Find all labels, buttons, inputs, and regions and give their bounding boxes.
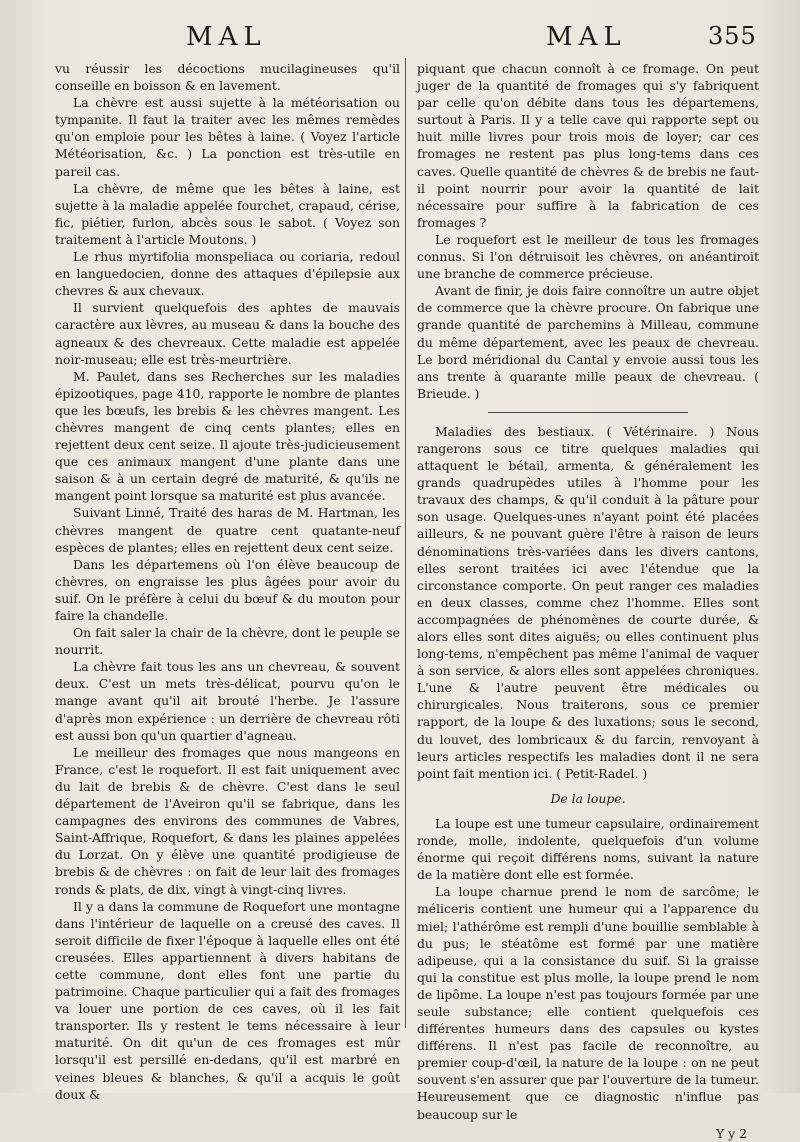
paragraph: Il y a dans la commune de Roquefort une montagne dans l'intérieur de laquelle on a creusé des caves. Il seroit difficile de fixer l'époque à laquelle elles ont été creusées. Elles appartiennent à divers habitans de cette commune, dont elles font une partie du patrimoine. Chaque particulier qui a fait des fromages va louer une portion de ces caves, où il les fait transporter. Ils y restent le tems nécessaire à leur maturité. On dit qu'un de ces fromages est mûr lorsqu'il est persillé en-dedans, qu'il est marbré en veines bleues & blanches, & qu'il a acquis le goût doux & [55,898,400,1102]
paragraph: Maladies des bestiaux. ( Vétérinaire. ) Nous rangerons sous ce titre quelques maladies qui attaquent le bétail, armenta, & généralement les grands quadrupèdes utiles à l'homme pour les travaux des champs, & qu'il conduit à la pâture pour son usage. Quelques-unes n'ayant point été placées ailleurs, & ne pouvant guère l'être à raison de leurs dénominations très-variées dans les divers cantons, elles seront traitées ici avec l'étendue que la circonstance comporte. On peut ranger ces maladies en deux classes, comme chez l'homme. Elles sont accompagnées de phénomènes de courte durée, & alors elles sont dites aiguës; ou elles continuent plus long-tems, n'empêchent pas même l'animal de vaquer à son service, & alors elles sont appelées chroniques. L'une & l'autre peuvent être médicales ou chirurgicales. Nous traiterons, sous ce premier rapport, de la loupe & des luxations; sous le second, du louvet, des lombricaux & du farcin, renvoyant à leurs articles respectifs les maladies dont il ne sera point fait mention ici. ( Petit-Radel. ) [417,423,759,781]
signature-mark: Y y 2 [716,1125,747,1141]
paragraph: La loupe charnue prend le nom de sarcôme; le méliceris contient une humeur qui a l'apparence du miel; l'athérôme est rempli d'une bouillie semblable à du pus; le stéatôme est formé par une matière adipeuse, qui a la consistance du suif. Si la graisse qui la constitue est plus molle, la loupe prend le nom de lipôme. La loupe n'est pas toujours formée par une seule substance; elle contient quelquefois ces différentes humeurs dans des capsules ou kystes différens. Il n'est pas facile de reconnoître, au premier coup-d'œil, la nature de la loupe : on ne peut souvent s'en assurer que par l'ouverture de la tumeur. Heureusement que ce diagnostic n'influe pas beaucoup sur le [417,884,759,1122]
paragraph: Dans les départemens où l'on élève beaucoup de chèvres, on engraisse les plus âgées pour avoir du suif. On le préfère à celui du bœuf & du mouton pour faire la chandelle. [55,556,400,623]
paragraph: La chèvre, de même que les bêtes à laine, est sujette à la maladie appelée fourchet, crapaud, cérise, fic, piétier, furlon, abcès sous le sabot. ( Voyez son traitement à l'article Moutons. ) [55,180,400,247]
paragraph: La chèvre fait tous les ans un chevreau, & souvent deux. C'est un mets très-délicat, pourvu qu'on le mange avant qu'il ait brouté l'herbe. Je l'assure d'après mon expérience : un derrière de chevreau rôti est aussi bon qu'un quartier d'agneau. [55,659,400,743]
header-left-title: MAL [186,22,267,52]
header-right-title: MAL [546,22,627,52]
left-column [55,60,400,1103]
paragraph: Le rhus myrtifolia monspeliaca ou coriaria, redoul en languedocien, donne des attaques d'épilepsie aux chevres & aux chevaux. [55,249,400,299]
running-header [0,22,800,58]
paragraph: La chèvre est aussi sujette à la météorisation ou tympanite. Il faut la traiter avec les mêmes remèdes qu'on emploie pour les bêtes à laine. ( Voyez l'article Météorisation, &c. ) La ponction est très-utile en pareil cas. [55,95,400,179]
column-divider [405,58,406,1028]
paragraph: On fait saler la chair de la chèvre, dont le peuple se nourrit. [55,625,400,658]
paragraph: Avant de finir, je dois faire connoître un autre objet de commerce que la chèvre procure. On fabrique une grande quantité de parchemins à Milleau, commune du même département, avec les peaux de chevreau. Le bord méridional du Cantal y envoie aussi tous les ans trente à quarante mille peaux de chevreau. ( Brieude. ) [417,283,759,401]
subheading: De la loupe. [550,790,626,806]
paragraph: La loupe est une tumeur capsulaire, ordinairement ronde, molle, indolente, quelquefois d'un volume énorme qui reçoit différens noms, suivant la nature de la matière dont elle est formée. [417,815,759,883]
right-column [417,60,759,1142]
paragraph: Le meilleur des fromages que nous mangeons en France, c'est le roquefort. Il est fait uniquement avec du lait de brebis & de chèvre. C'est dans le seul département de l'Aveiron qu'il se fabrique, dans les campagnes des environs des communes de Vabres, Saint-Affrique, Roquefort, & dans les plaines appelées du Lorzat. On y élève une quantité prodigieuse de brebis & de chèvres : on fait de leur lait des fromages ronds & plats, de dix, vingt à vingt-cinq livres. [55,744,400,897]
paragraph: piquant que chacun connoît à ce fromage. On peut juger de la quantité de fromages qui s'y fabriquent par celle qu'on débite dans tous les départemens, surtout à Paris. Il y a telle cave qui rapporte sept ou huit mille livres pour trois mois de loyer; car ces fromages ne restent pas plus long-tems dans ces caves. Quelle quantité de chèvres & de brebis ne faut-il point nourrir pour avoir la quantité de lait nécessaire pour suffire à la fabrication de ces fromages ? [417,61,759,230]
paragraph: Suivant Linné, Traité des haras de M. Hartman, les chèvres mangent de quatre cent quatante-neuf espèces de plantes; elles en rejettent deux cent seize. [55,505,400,555]
paragraph: M. Paulet, dans ses Recherches sur les maladies épizootiques, page 410, rapporte le nombre de plantes que les bœufs, les brebis & les chèvres mangent. Les chèvres mangent de cinq cents plantes; elles en rejettent deux cent seize. Il ajoute très-judicieusement que ces animaux mangent d'une plante dans une saison & à un certain degré de maturité, & qu'ils ne mangent point lorsque sa maturité est plus avancée. [55,368,400,504]
paragraph: Le roquefort est le meilleur de tous les fromages connus. Si l'on détruisoit les chèvres, on anéantiroit une branche de commerce précieuse. [417,231,759,282]
page-number: 355 [708,22,757,50]
section-rule [488,412,688,413]
paragraph: Il survient quelquefois des aphtes de mauvais caractère aux lèvres, au museau & dans la bouche des agneaux & des chevreaux. Cette maladie est appelée noir-museau; elle est très-meurtrière. [55,300,400,367]
paragraph: vu réussir les décoctions mucilagineuses qu'il conseille en boisson & en lavement. [55,61,400,94]
